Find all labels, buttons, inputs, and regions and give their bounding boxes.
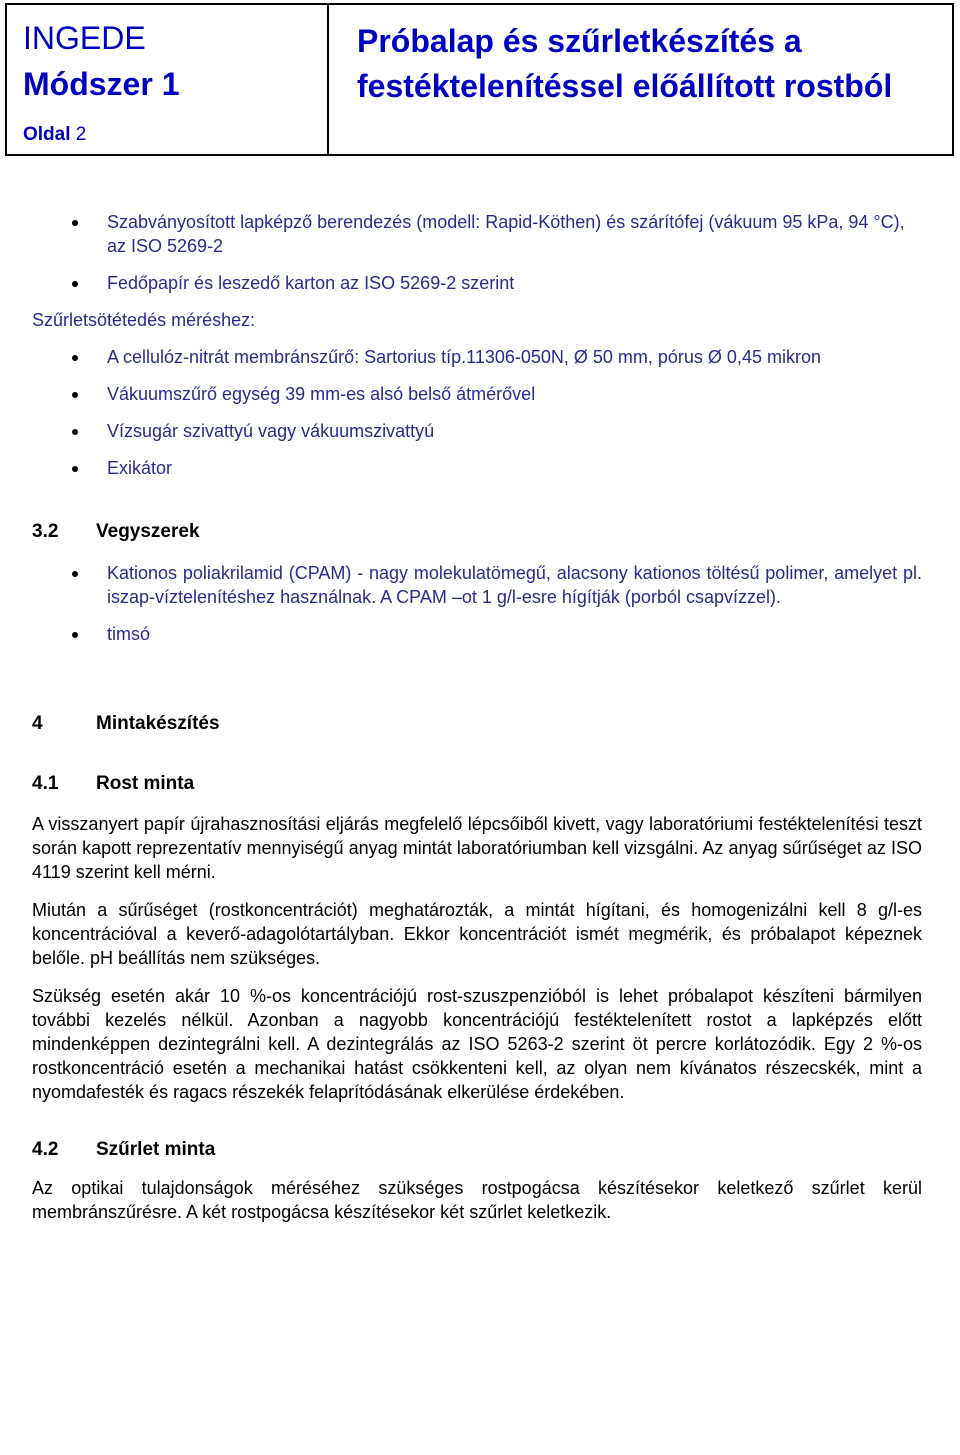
document-body bbox=[32, 210, 922, 1224]
list-item: Vákuumszűrő egység 39 mm-es alsó belső átmérővel bbox=[32, 382, 922, 406]
section-title: Vegyszerek bbox=[96, 521, 200, 542]
document-title: Próbalap és szűrletkészítés a festéktelenítéssel előállított rostból bbox=[357, 23, 893, 104]
section-number: 4.2 bbox=[32, 1139, 59, 1160]
section-title: Szűrlet minta bbox=[96, 1139, 216, 1160]
paragraph: Szükség esetén akár 10 %-os koncentrációjú rost-szuszpenzióból is lehet próbalapot készíteni bármilyen további kezelés nélkül. Azonban a nagyobb koncentrációjú festéktelenített rostot a lapképzés előtt mindenképpen dezintegrálni kell. A dezintegrálás az ISO 5263-2 szerint öt percre korlátozódik. Egy 2 %-os rostkoncentráció esetén a mechanikai hatást csökkenteni kell, az olyan nem kívánatos részecskék, mint a nyomdafesték és ragacs részekék felaprítódásának elkerülése érdekében. bbox=[32, 986, 922, 1102]
list-item: A cellulóz-nitrát membránszűrő: Sartorius típ.11306-050N, Ø 50 mm, pórus Ø 0,45 mikron bbox=[32, 345, 922, 369]
list-item: Kationos poliakrilamid (CPAM) - nagy molekulatömegű, alacsony kationos töltésű polimer, amelyet pl. iszap-víztelenítéshez használnak. A CPAM –ot 1 g/l-esre hígítják (porból csapvízzel). bbox=[32, 561, 922, 609]
page-header bbox=[5, 3, 954, 156]
page-indicator bbox=[23, 123, 86, 147]
page-number: 2 bbox=[75, 124, 87, 145]
section-title: Rost minta bbox=[96, 773, 195, 794]
list-item: Vízsugár szivattyú vagy vákuumszivattyú bbox=[32, 419, 922, 443]
paragraph: Az optikai tulajdonságok méréséhez szükséges rostpogácsa készítésekor keletkező szűrlet kerül membránszűrésre. A két rostpogácsa készítésekor két szűrlet keletkezik. bbox=[32, 1178, 922, 1222]
list-item: Exikátor bbox=[32, 456, 922, 480]
section-number: 4.1 bbox=[32, 773, 59, 794]
section-number: 4 bbox=[32, 713, 43, 734]
section-title: Mintakészítés bbox=[96, 713, 220, 734]
company-name: INGEDE bbox=[23, 20, 146, 56]
header-right-cell bbox=[329, 5, 952, 154]
page-label: Oldal bbox=[23, 124, 71, 145]
method-label: Módszer 1 bbox=[23, 66, 180, 102]
section-heading-4-1 bbox=[32, 772, 922, 796]
filtrate-equipment-list bbox=[32, 345, 922, 480]
equipment-list bbox=[32, 210, 922, 295]
section-number: 3.2 bbox=[32, 521, 59, 542]
section-heading-4-2 bbox=[32, 1138, 922, 1162]
list-item: timsó bbox=[32, 622, 922, 646]
section-heading-4 bbox=[32, 712, 922, 736]
filtrate-group-title: Szűrletsötétedés méréshez: bbox=[32, 310, 256, 330]
list-item: Szabványosított lapképző berendezés (modell: Rapid-Köthen) és szárítófej (vákuum 95 kPa, 94 °C), az ISO 5269-2 bbox=[32, 210, 922, 258]
paragraph: A visszanyert papír újrahasznosítási eljárás megfelelő lépcsőiből kivett, vagy laboratóriumi festéktelenítési teszt során kapott reprezentatív mennyiségű anyag mintát laboratóriumban kell vizsgálni. Az anyag sűrűséget az ISO 4119 szerint kell mérni. bbox=[32, 814, 922, 882]
section-heading-3-2 bbox=[32, 520, 922, 544]
list-item: Fedőpapír és leszedő karton az ISO 5269-2 szerint bbox=[32, 271, 922, 295]
paragraph: Miután a sűrűséget (rostkoncentrációt) meghatározták, a mintát hígítani, és homogenizálni kell 8 g/l-es koncentrációval a keverő-adagolótartályban. Ekkor koncentrációt ismét megmérik, és próbalapot képeznek belőle. pH beállítás nem szükséges. bbox=[32, 900, 922, 968]
header-left-cell bbox=[7, 5, 329, 154]
chemicals-list bbox=[32, 561, 922, 646]
